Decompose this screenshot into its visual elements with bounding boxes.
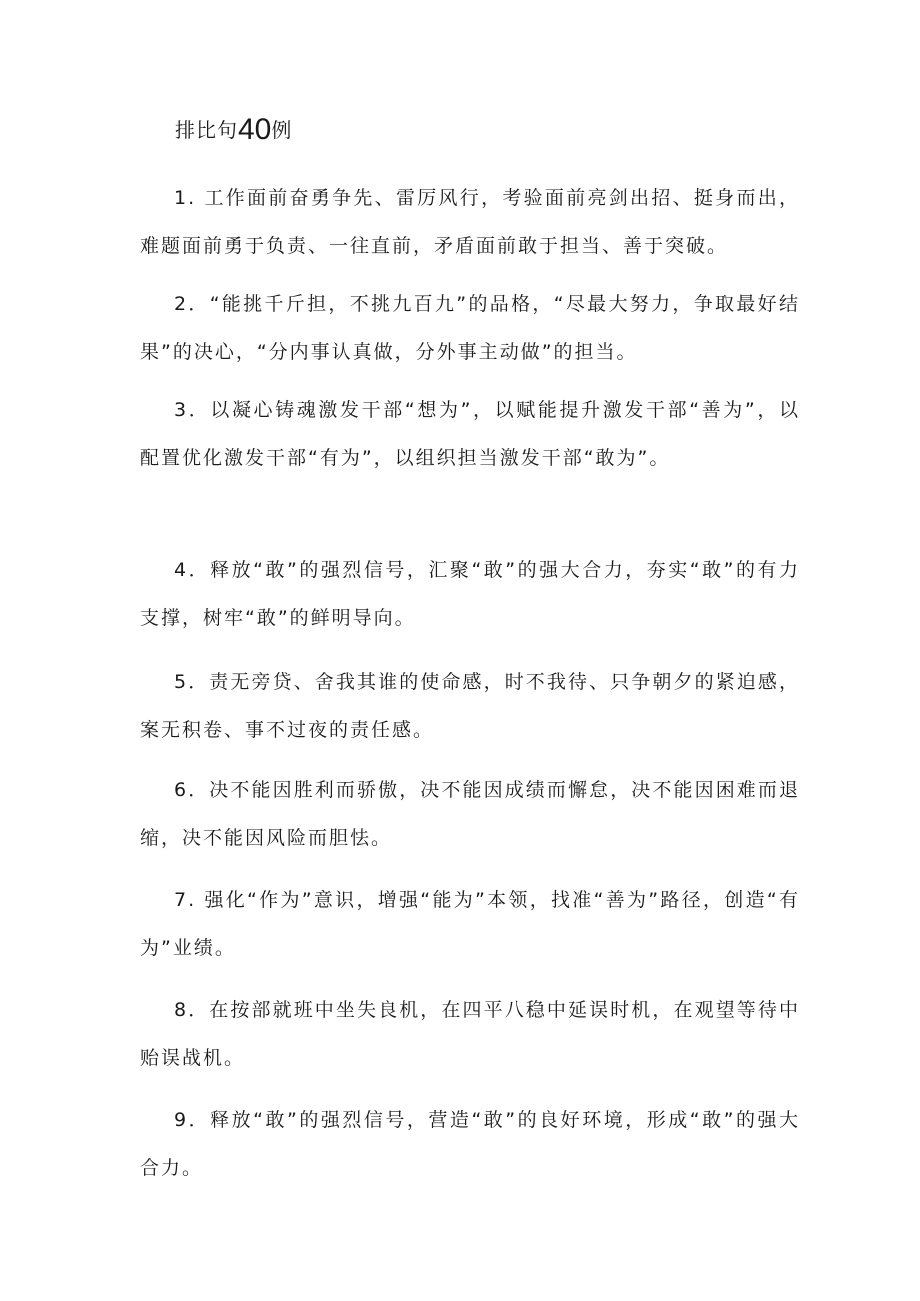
paragraph-5: 5．责无旁贷、舍我其谁的使命感，时不我待、只争朝夕的紧迫感，案无积卷、事不过夜的责任感。 [140,671,800,741]
title-prefix: 排比句 [175,118,238,142]
paragraph-7: 7. 强化“作为”意识，增强“能为”本领，找准“善为”路径，创造“有为”业绩。 [140,889,800,959]
paragraph-4: 4．释放“敢”的强烈信号，汇聚“敢”的强大合力，夯实“敢”的有力支撑，树牢“敢”的鲜明导向。 [140,559,800,629]
paragraph-8: 8．在按部就班中坐失良机，在四平八稳中延误时机，在观望等待中贻误战机。 [140,999,800,1069]
paragraph-6: 6．决不能因胜利而骄傲，决不能因成绩而懈怠，决不能因困难而退缩，决不能因风险而胆怯。 [140,779,800,849]
title-number: 40 [238,113,272,146]
document-title [175,112,292,148]
paragraph-9: 9．释放“敢”的强烈信号，营造“敢”的良好环境，形成“敢”的强大合力。 [140,1109,800,1179]
title-suffix: 例 [271,118,293,142]
paragraph-1: 1. 工作面前奋勇争先、雷厉风行，考验面前亮剑出招、挺身而出，难题面前勇于负责、一往直前，矛盾面前敢于担当、善于突破。 [140,187,800,257]
paragraph-2: 2．“能挑千斤担，不挑九百九”的品格，“尽最大努力，争取最好结果”的决心，“分内事认真做，分外事主动做”的担当。 [140,293,800,363]
paragraph-3: 3．以凝心铸魂激发干部“想为”，以赋能提升激发干部“善为”，以配置优化激发干部“有为”，以组织担当激发干部“敢为”。 [140,399,800,469]
